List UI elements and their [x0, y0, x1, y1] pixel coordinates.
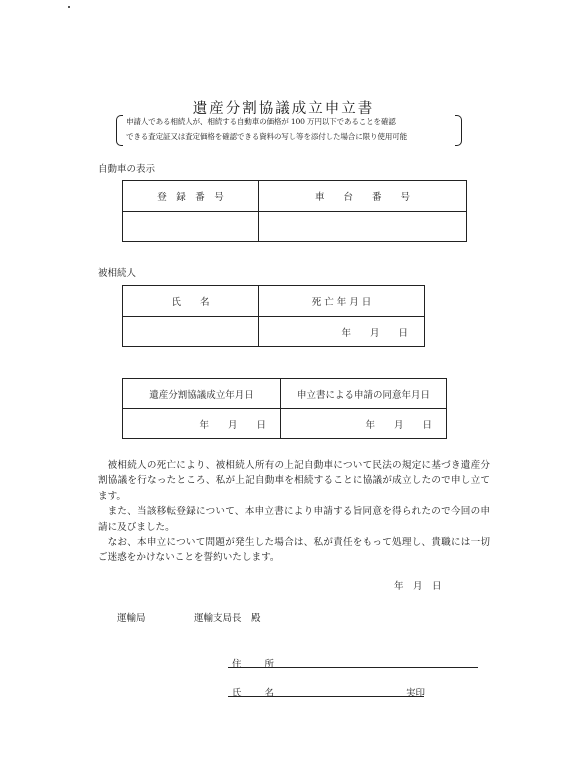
reg-number-header: 登 録 番 号	[123, 181, 259, 212]
agreement-date-field[interactable]: 年 月 日	[123, 409, 281, 439]
note-left-bracket	[116, 115, 123, 146]
decedent-table	[122, 285, 425, 347]
name-field-line[interactable]	[228, 696, 424, 697]
scan-speck	[68, 6, 70, 8]
document-title: 遺産分割協議成立申立書	[192, 101, 375, 117]
vehicle-table	[122, 180, 467, 242]
declaration-text	[98, 458, 490, 566]
branch-chief-addressee: 運輸支局長 殿	[194, 613, 261, 624]
note-right-bracket	[455, 115, 462, 146]
signing-date[interactable]: 年 月 日	[394, 581, 442, 592]
usage-note-line-1: 申請人である相続人が、相続する自動車の価格が 100 万円以下であることを確認	[126, 117, 396, 126]
declaration-paragraph-2: また、当該移転登録について、本申立書により申請する旨同意を得られたので今回の申請に及びました。	[98, 506, 490, 533]
chassis-number-header: 車 台 番 号	[259, 181, 467, 212]
address-label: 住 所	[232, 659, 285, 670]
declaration-paragraph-3: なお、本申立について問題が発生した場合は、私が責任をもって処理し、貴職には一切ご迷惑をかけないことを誓約いたします。	[98, 537, 490, 564]
transport-bureau[interactable]: 運輸局	[117, 613, 146, 624]
declaration-paragraph-1: 被相続人の死亡により、被相続人所有の上記自動車について民法の規定に基づき遺産分割協議を行なったところ、私が上記自動車を相続することに協議が成立したので申し立てます。	[98, 460, 490, 502]
decedent-section-label: 被相続人	[98, 268, 137, 279]
address-field-line[interactable]	[228, 667, 478, 668]
vehicle-section-label: 自動車の表示	[98, 164, 156, 175]
registered-seal-mark: 実印	[406, 688, 426, 699]
chassis-number-field[interactable]	[259, 212, 467, 242]
usage-note	[116, 114, 462, 145]
usage-note-line-2: できる査定証又は査定価格を確認できる資料の写し等を添付した場合に限り使用可能	[126, 132, 407, 141]
death-date-header: 死 亡 年 月 日	[259, 286, 425, 317]
agreement-date-header: 遺産分割協議成立年月日	[123, 379, 281, 409]
decedent-name-field[interactable]	[123, 317, 259, 347]
reg-number-field[interactable]	[123, 212, 259, 242]
death-date-field[interactable]: 年 月 日	[259, 317, 425, 347]
agreement-dates-table	[122, 378, 447, 439]
consent-date-header: 申立書による申請の同意年月日	[281, 379, 447, 409]
decedent-name-header: 氏 名	[123, 286, 259, 317]
name-label: 氏 名	[232, 688, 285, 699]
consent-date-field[interactable]: 年 月 日	[281, 409, 447, 439]
